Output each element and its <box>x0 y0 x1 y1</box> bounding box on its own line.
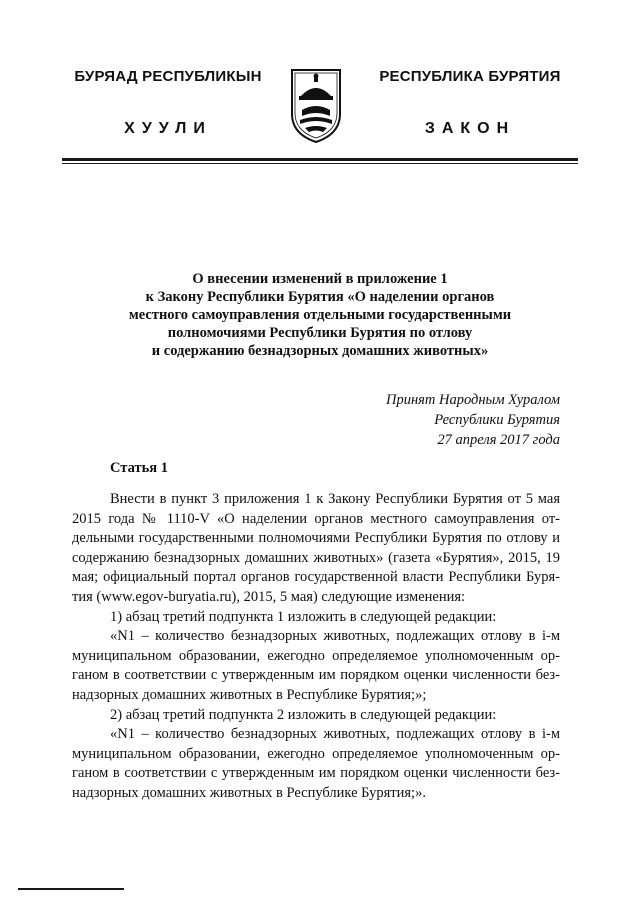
body-line: 2015 года № 1110-V «О наделении органов местного самоуправления от- <box>72 510 560 527</box>
body-line: тия (www.egov-buryatia.ru), 2015, 5 мая) следующие изменения: <box>72 588 466 605</box>
body-line: Внести в пункт 3 приложения 1 к Закону Республики Бурятия от 5 мая <box>110 491 560 507</box>
law-title-line: полномочиями Республики Бурятия по отлову <box>167 325 473 341</box>
adoption-note-line: Республики Бурятия <box>434 412 560 428</box>
body-line: содержанию безнадзорных домашних животных» (газета «Бурятия», 2015, 19 <box>72 549 560 566</box>
body-line: ганом в соответствии с утвержденным им порядком оценки численности без- <box>72 765 560 782</box>
header-left-name: БУРЯАД РЕСПУБЛИКЫН <box>74 68 262 85</box>
body-line: надзорных домашних животных в Республике Бурятия;»; <box>72 686 427 703</box>
coat-of-arms-icon <box>288 66 344 144</box>
article-body <box>72 490 560 804</box>
body-line: «N1 – количество безнадзорных животных, подлежащих отлову в i-м <box>110 628 560 645</box>
adoption-note-line: Принят Народным Хуралом <box>385 392 560 408</box>
header-left-doc-type: ХУУЛИ <box>124 120 212 137</box>
body-line: мая; официальный портал органов государственной власти Республики Буря- <box>72 569 560 586</box>
header-right-name: РЕСПУБЛИКА БУРЯТИЯ <box>379 68 561 85</box>
body-line: 1) абзац третий подпункта 1 изложить в следующей редакции: <box>110 608 497 625</box>
body-line: «N1 – количество безнадзорных животных, подлежащих отлову в i-м <box>110 726 560 743</box>
law-title <box>90 270 550 360</box>
header-right <box>360 68 580 148</box>
law-title-line: к Закону Республики Бурятия «О наделении органов <box>145 289 495 305</box>
article-heading: Статья 1 <box>110 460 168 476</box>
header-divider-thick <box>62 158 578 161</box>
law-title-line: О внесении изменений в приложение 1 <box>192 271 448 287</box>
header-divider-thin <box>62 163 578 164</box>
adoption-date: 27 апреля 2017 года <box>437 432 560 448</box>
header-left <box>58 68 278 148</box>
body-line: муниципальном образовании, ежегодно определяемое уполномоченным ор- <box>72 647 560 664</box>
body-line: ганом в соответствии с утвержденным им порядком оценки численности без- <box>72 667 560 684</box>
body-line: дельными государственными полномочиями Республики Бурятия по отлову и <box>72 530 560 547</box>
adoption-note <box>330 390 560 450</box>
header-right-doc-type: ЗАКОН <box>424 120 516 137</box>
body-line: 2) абзац третий подпункта 2 изложить в следующей редакции: <box>110 706 497 723</box>
body-line: муниципальном образовании, ежегодно определяемое уполномоченным ор- <box>72 745 560 762</box>
law-title-line: и содержанию безнадзорных домашних животных» <box>151 343 489 359</box>
footnote-divider <box>18 888 124 890</box>
law-title-line: местного самоуправления отдельными государственными <box>128 307 512 323</box>
body-line: надзорных домашних животных в Республике Бурятия;». <box>72 784 426 801</box>
